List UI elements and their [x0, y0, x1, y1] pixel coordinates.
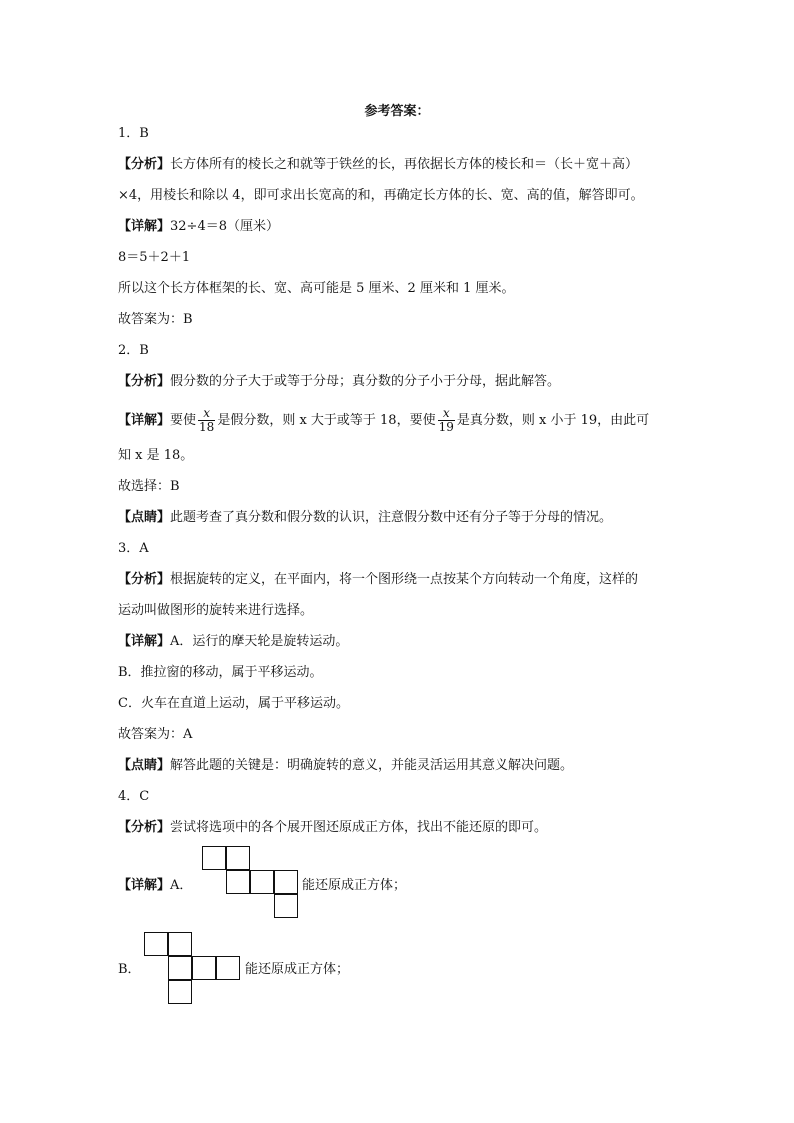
- analysis-tag: 【分析】: [118, 820, 171, 835]
- q3-detail-text-2: B．推拉窗的移动，属于平移运动。: [118, 665, 323, 680]
- q2-detail-part-3: 是真分数，则 x 小于 19，由此可: [456, 413, 650, 428]
- q2-analysis: [118, 372, 560, 392]
- q3-detail-text-1: A．运行的摩天轮是旋转运动。: [170, 634, 349, 649]
- q1-detail: [118, 217, 279, 237]
- q1-analysis: [118, 155, 638, 175]
- q3-analysis-text-1: 根据旋转的定义，在平面内，将一个图形绕一点按某个方向转动一个角度，这样的: [170, 572, 639, 587]
- detail-tag: 【详解】: [118, 413, 171, 428]
- q3-number: 3．A: [118, 541, 149, 556]
- option-b-result: 能还原成正方体；: [245, 962, 350, 977]
- q4-analysis-text-1: 尝试将选项中的各个展开图还原成正方体，找出不能还原的即可。: [170, 820, 548, 835]
- option-b-label: B．: [118, 962, 141, 977]
- net-square: [226, 870, 250, 894]
- fraction-numerator: x: [442, 406, 450, 420]
- net-square: [144, 932, 168, 956]
- q1-detail-text-1: 32÷4＝8（厘米）: [170, 219, 279, 234]
- fraction-denominator: 19: [438, 420, 454, 434]
- detail-tag: 【详解】: [118, 878, 171, 893]
- q4-number: 4．C: [118, 789, 150, 804]
- fraction-denominator: 18: [199, 420, 215, 434]
- net-square: [274, 894, 298, 918]
- fraction-x-over-18: [198, 407, 215, 434]
- q2-number: 2．B: [118, 343, 149, 358]
- analysis-tag: 【分析】: [118, 572, 171, 587]
- q3-detail: [118, 632, 348, 652]
- net-square: [168, 956, 192, 980]
- q3-answer: 故答案为：A: [118, 727, 193, 742]
- option-a-result: 能还原成正方体；: [302, 878, 407, 893]
- q3-comment: [118, 756, 573, 776]
- comment-tag: 【点睛】: [118, 758, 171, 773]
- net-square: [216, 956, 240, 980]
- net-square: [226, 846, 250, 870]
- q1-answer: 故答案为：B: [118, 312, 193, 327]
- q1-detail-text-3: 所以这个长方体框架的长、宽、高可能是 5 厘米、2 厘米和 1 厘米。: [118, 281, 515, 296]
- net-square: [202, 846, 226, 870]
- detail-tag: 【详解】: [118, 219, 171, 234]
- q4-analysis: [118, 818, 547, 838]
- q1-analysis-text-1: 长方体所有的棱长之和就等于铁丝的长，再依据长方体的棱长和＝（长＋宽＋高）: [170, 157, 639, 172]
- q1-analysis-text-2: ×4，用棱长和除以 4，即可求出长宽高的和，再确定长方体的长、宽、高的值，解答即可。: [118, 188, 644, 203]
- q3-analysis-text-2: 运动叫做图形的旋转来进行选择。: [118, 603, 314, 618]
- fraction-numerator: x: [203, 406, 211, 420]
- q2-comment: [118, 508, 612, 528]
- q2-detail-text-2: 知 x 是 18。: [118, 448, 194, 463]
- q2-answer: 故选择：B: [118, 479, 180, 494]
- q2-detail-part-1: 要使: [170, 413, 197, 428]
- q4-detail-option-a: [118, 876, 192, 896]
- q3-detail-text-3: C．火车在直道上运动，属于平移运动。: [118, 696, 349, 711]
- q2-detail: [118, 407, 649, 434]
- q2-detail-part-2: 是假分数，则 x 大于或等于 18，要使: [217, 413, 436, 428]
- option-a-label: A．: [170, 878, 193, 893]
- detail-tag: 【详解】: [118, 634, 171, 649]
- analysis-tag: 【分析】: [118, 374, 171, 389]
- net-square: [168, 980, 192, 1004]
- q1-number: 1．B: [118, 126, 149, 141]
- net-square: [274, 870, 298, 894]
- q3-comment-text: 解答此题的关键是：明确旋转的意义，并能灵活运用其意义解决问题。: [170, 758, 574, 773]
- net-square: [192, 956, 216, 980]
- net-square: [250, 870, 274, 894]
- analysis-tag: 【分析】: [118, 157, 171, 172]
- q2-analysis-text-1: 假分数的分子大于或等于分母；真分数的分子小于分母，据此解答。: [170, 374, 561, 389]
- net-square: [168, 932, 192, 956]
- q3-analysis: [118, 570, 638, 590]
- comment-tag: 【点睛】: [118, 510, 171, 525]
- fraction-x-over-19: [438, 407, 455, 434]
- q2-comment-text: 此题考查了真分数和假分数的认识，注意假分数中还有分子等于分母的情况。: [170, 510, 613, 525]
- page-title: 参考答案：: [364, 104, 430, 119]
- q1-detail-text-2: 8＝5＋2＋1: [118, 250, 191, 265]
